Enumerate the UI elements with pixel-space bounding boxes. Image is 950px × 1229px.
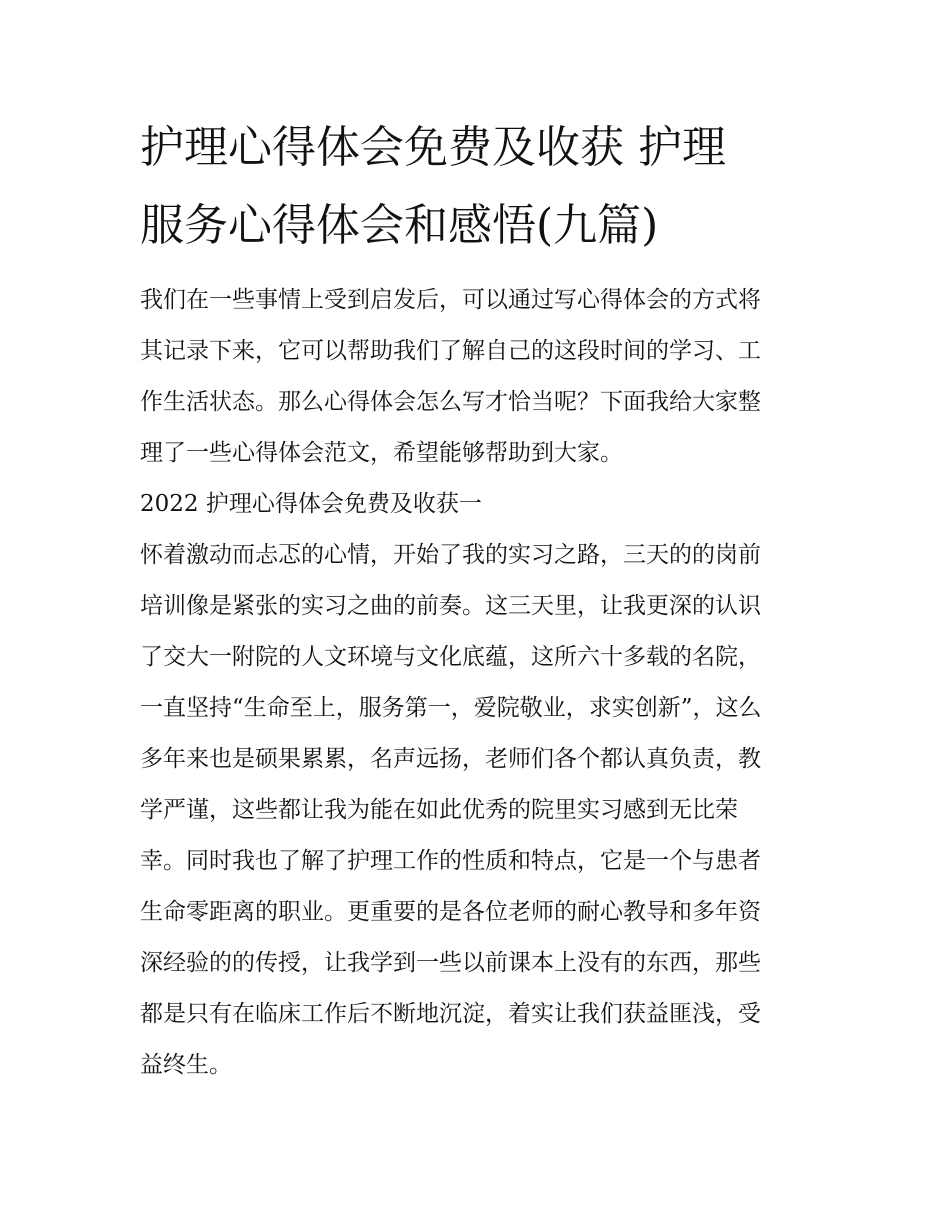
body-line-6: 学严谨，这些都让我为能在如此优秀的院里实习感到无比荣 xyxy=(140,797,738,823)
document-title-line-2: 服务心得体会和感悟(九篇) xyxy=(140,200,659,251)
intro-line-4: 理了一些心得体会范文，希望能够帮助到大家。 xyxy=(140,440,623,466)
document-title-line-1: 护理心得体会免费及收获 护理 xyxy=(140,122,726,173)
intro-line-2: 其记录下来，它可以帮助我们了解自己的这段时间的学习、工 xyxy=(140,338,761,364)
body-line-4: 一直坚持“生命至上，服务第一，爱院敬业，求实创新”，这么 xyxy=(140,695,762,721)
body-line-9: 深经验的的传授，让我学到一些以前课本上没有的东西，那些 xyxy=(140,950,761,976)
section-heading: 2022 护理心得体会免费及收获一 xyxy=(140,491,482,517)
body-line-5: 多年来也是硕果累累，名声远扬，老师们各个都认真负责，教 xyxy=(140,746,761,772)
body-line-1: 怀着激动而忐忑的心情，开始了我的实习之路，三天的的岗前 xyxy=(140,542,761,568)
body-line-2: 培训像是紧张的实习之曲的前奏。这三天里，让我更深的认识 xyxy=(140,593,761,619)
body-line-8: 生命零距离的职业。更重要的是各位老师的耐心教导和多年资 xyxy=(140,899,761,925)
intro-line-3: 作生活状态。那么心得体会怎么写才恰当呢？下面我给大家整 xyxy=(140,389,761,415)
body-line-3: 了交大一附院的人文环境与文化底蕴，这所六十多载的名院， xyxy=(140,644,761,670)
body-line-7: 幸。同时我也了解了护理工作的性质和特点，它是一个与患者 xyxy=(140,848,761,874)
body-line-10: 都是只有在临床工作后不断地沉淀，着实让我们获益匪浅，受 xyxy=(140,1001,761,1027)
intro-line-1: 我们在一些事情上受到启发后，可以通过写心得体会的方式将 xyxy=(140,287,761,313)
body-line-11: 益终生。 xyxy=(140,1052,232,1078)
